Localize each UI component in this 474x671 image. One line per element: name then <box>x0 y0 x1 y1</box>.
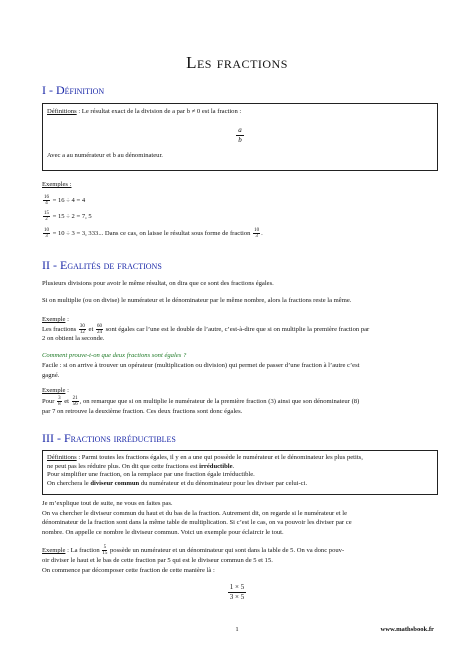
s3-paragraph: Je m’explique tout de suite, ne vous en faites pas. On va chercher le diviseur commun du haut et du bas de la fraction. Autrement dit, on regarde si le numérateur et le dénominateur de la fraction sont dans la même table de multiplication. Si c’est le cas, on va pouvoir les diviser par ce nombre. On appelle ce nombre le diviseur commun. Voici un exemple pour éclaircir le tout. <box>42 500 352 536</box>
s2-example-line-1: Les fractions $\frac{30}{12}$ et $\frac{60}{24}$ sont égales car l’une est le double de l’autre, c’est-à-dire que si on multiplie la première fraction par <box>42 324 370 335</box>
fraction-denominator: b <box>238 136 242 144</box>
example-line-3: $\frac{10}{3}$ = 10 ÷ 3 = 3, 333... Dans ce cas, on laisse le résultat sous forme de fraction $\frac{10}{3}$ . <box>44 228 263 239</box>
s2-example2-label: Exemple : <box>42 387 69 394</box>
s2-question: Comment prouve-t-on que deux fractions sont égales ? <box>42 352 187 359</box>
example-line-2: $\frac{15}{2}$ = 15 ÷ 2 = 7, 5 <box>44 211 92 222</box>
definition-after: Avec a au numérateur et b au dénominateur. <box>47 152 163 159</box>
footer-site: www.mathsbook.fr <box>380 626 434 633</box>
s2-example2-line-2: par 7 on retrouve la deuxième fraction. Ces deux fractions sont donc égales. <box>42 408 243 415</box>
page-number: 1 <box>235 626 239 633</box>
section-heading-definition: I - Définition <box>42 83 105 97</box>
fraction-a-over-b <box>236 126 244 145</box>
s3-decomposition: $\frac{1 \times 5}{3 \times 5}$ <box>229 583 245 601</box>
definition-label: Définitions <box>47 108 77 115</box>
definition3-label: Définitions <box>47 454 77 461</box>
s3-example: Exemple : La fraction $\frac{5}{15}$ possède un numérateur et un dénominateur qui sont dans la table de 5. On va donc pouv- oir diviser le haut et le bas de cette fraction par 5 qui est le diviseur commun de 5 et 15. On commence par décomposer cette fraction de cette manière là : <box>42 545 345 574</box>
s2-example-label: Exemple : <box>42 316 69 323</box>
section-heading-irreductibles: III - Fractions irréductibles <box>42 431 176 445</box>
s2-example-line-2: 2 on obtient la seconde. <box>42 335 105 342</box>
definition3-box: Définitions : Parmi toutes les fractions égales, il y en a une qui possède le numérateur et le dénominateur les plus petits, ne peut pas les réduire plus. On dit que cette fractions est irréductible. Pour simplifier une fraction, on la remplace par une fraction égale irréductible. On cherchera le diviseur commun du numérateur et du dénominateur pour les diviser par celui-ci. <box>42 450 438 495</box>
s2-paragraph-2: Si on multiplie (ou on divise) le numérateur et le dénominateur par le même nombre, alors la fractions reste la même. <box>42 297 352 304</box>
s2-example2-line-1: Pour $\frac{3}{8}$ et $\frac{21}{56}$ , on remarque que si on multiplie le numérateur de la première fraction (3) ainsi que son dénominateur (8) <box>42 396 360 407</box>
example-line-1: $\frac{16}{4}$ = 16 ÷ 4 = 4 <box>44 195 86 206</box>
examples-label: Exemples : <box>42 181 72 188</box>
definition-box <box>42 103 438 171</box>
section-heading-egalites: II - Egalités de fractions <box>42 258 162 272</box>
s2-paragraph-1: Plusieurs divisions pour avoir le même résultat, on dira que ce sont des fractions égales. <box>42 280 274 287</box>
s2-answer-line-1: Facile : si on arrive à trouver un opérateur (multiplication ou division) qui permet de passer d’une fraction à l’autre c’est <box>42 362 360 369</box>
s2-answer-line-2: gagné. <box>42 372 60 379</box>
page-title: Les fractions <box>186 53 288 72</box>
definition-text: : Le résultat exact de la division de a par b ≠ 0 est la fraction : <box>76 108 242 115</box>
fraction-numerator: a <box>238 126 242 134</box>
